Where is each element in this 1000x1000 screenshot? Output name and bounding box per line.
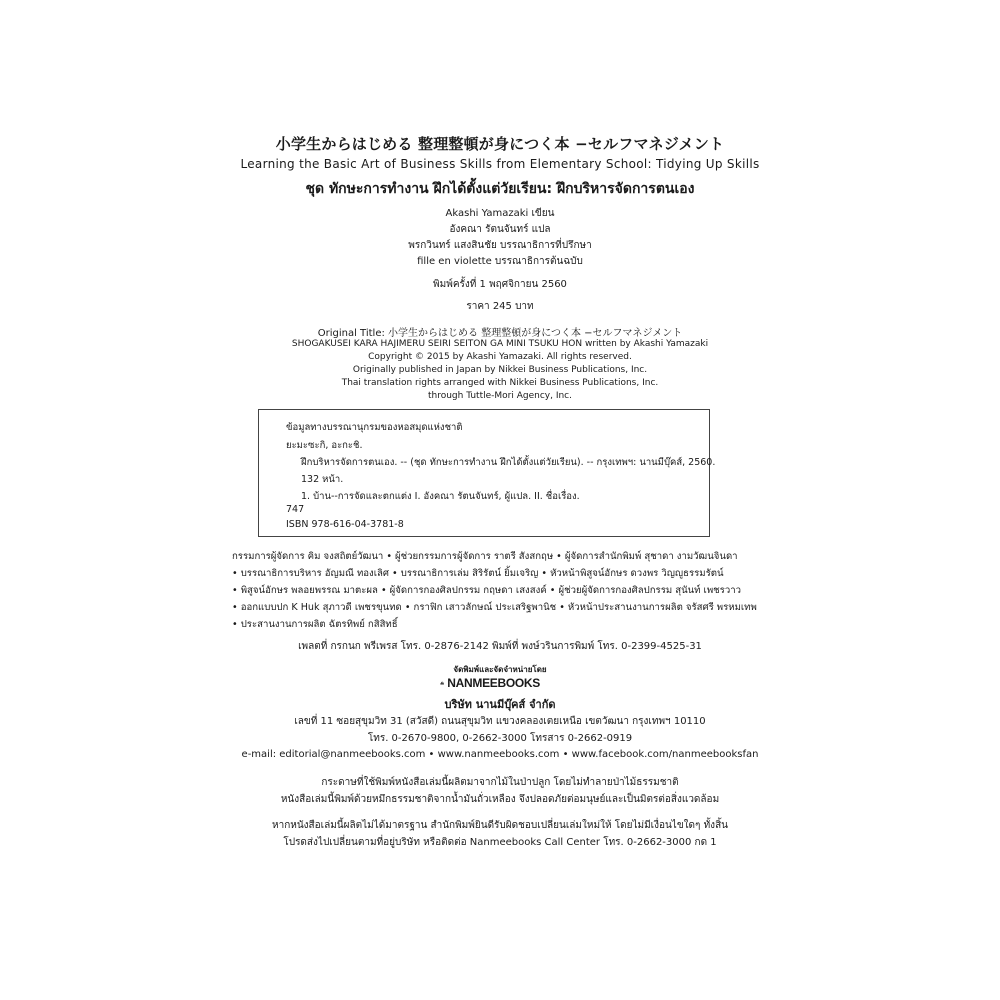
price-line: ราคา 245 บาท: [466, 301, 534, 312]
credit-advisor: พรกวินทร์ แสงสินชัย บรรณาธิการที่ปรึกษา: [408, 240, 592, 251]
staff-line: กรรมการผู้จัดการ คิม จงสถิตย์วัฒนา • ผู้ช่วยกรรมการผู้จัดการ ราตรี สังสกฤษ • ผู้จัดการสำนักพิมพ์ สุชาดา งามวัฒนจินดา: [232, 551, 738, 562]
catalog-pages: 132 หน้า.: [301, 474, 344, 485]
catalog-subjects: 1. บ้าน--การจัดและตกแต่ง I. อังคณา รัตนจันทร์, ผู้แปล. II. ชื่อเรื่อง.: [301, 491, 580, 502]
original-title: Original Title: 小学生からはじめる 整理整頓が身につく本 −セルフマネジメント: [317, 328, 683, 339]
cataloging-box: [258, 409, 716, 537]
credit-editor: fille en violette บรรณาธิการต้นฉบับ: [417, 256, 583, 267]
distributor-label: จัดพิมพ์และจัดจำหน่ายโดย: [453, 665, 547, 674]
credit-author: Akashi Yamazaki เขียน: [445, 208, 555, 219]
catalog-heading: ข้อมูลทางบรรณานุกรมของหอสมุดแห่งชาติ: [286, 422, 463, 433]
originally-published: Originally published in Japan by Nikkei Business Publications, Inc.: [352, 365, 648, 375]
title-english: Learning the Basic Art of Business Skills from Elementary School: Tidying Up Skills: [240, 157, 760, 171]
company-name: บริษัท นานมีบุ๊คส์ จำกัด: [444, 698, 556, 711]
catalog-author: ยะมะซะกิ, อะกะชิ.: [286, 440, 363, 451]
staff-line: • ออกแบบปก K Huk สุภาวดี เพชรขุนทด • กราฟิก เสาวลักษณ์ ประเสริฐพานิช • หัวหน้าประสานงานการผลิต จรัสศรี พรหมเทพ: [232, 602, 757, 613]
staff-line: • บรรณาธิการบริหาร อัญมณี ทองเลิศ • บรรณาธิการเล่ม สิริรัตน์ ยิ้มเจริญ • หัวหน้าพิสูจน์อักษร ดวงพร วิญญูธรรมรัตน์: [232, 568, 724, 579]
paper-note: กระดาษที่ใช้พิมพ์หนังสือเล่มนี้ผลิตมาจากไม้ในป่าปลูก โดยไม่ทำลายป่าไม้ธรรมชาติ: [321, 777, 679, 788]
ship-logo-icon: [440, 677, 444, 689]
company-contacts: e-mail: editorial@nanmeebooks.com • www.nanmeebooks.com • www.facebook.com/nanmeebooksfan: [241, 749, 759, 760]
edition-line: พิมพ์ครั้งที่ 1 พฤศจิกายน 2560: [433, 279, 567, 290]
translation-rights: Thai translation rights arranged with Nikkei Business Publications, Inc.: [341, 378, 659, 388]
company-address: เลขที่ 11 ซอยสุขุมวิท 31 (สวัสดี) ถนนสุขุมวิท แขวงคลองเตยเหนือ เขตวัฒนา กรุงเทพฯ 10110: [294, 716, 706, 727]
staff-line: • พิสูจน์อักษร พลอยพรรณ มาตะผล • ผู้จัดการกองศิลปกรรม กฤษดา เสงสงค์ • ผู้ช่วยผู้จัดการกองศิลปกรรม สุนันท์ เพชรวาว: [232, 585, 741, 596]
staff-line: • ประสานงานการผลิต ฉัตรทิพย์ กสิสิทธิ์: [232, 619, 398, 630]
copyright-line: Copyright © 2015 by Akashi Yamazaki. All rights reserved.: [368, 352, 632, 362]
defect-note: โปรดส่งไปเปลี่ยนตามที่อยู่บริษัท หรือติดต่อ Nanmeebooks Call Center โทร. 0-2662-3000 กด 1: [283, 837, 717, 848]
logo-wordmark: NANMEEBOOKS: [447, 676, 540, 690]
agency-line: through Tuttle-Mori Agency, Inc.: [427, 391, 572, 401]
company-phone: โทร. 0-2670-9800, 0-2662-3000 โทรสาร 0-2662-0919: [367, 733, 633, 744]
printing-line: เพลตที่ กรกนก พรีเพรส โทร. 0-2876-2142 พิมพ์ที่ พงษ์วรินการพิมพ์ โทร. 0-2399-4525-31: [298, 641, 702, 652]
defect-note: หากหนังสือเล่มนี้ผลิตไม่ได้มาตรฐาน สำนักพิมพ์ยินดีรับผิดชอบเปลี่ยนเล่มใหม่ให้ โดยไม่มีเงื่อนไขใดๆ ทั้งสิ้น: [271, 820, 729, 831]
original-romaji: SHOGAKUSEI KARA HAJIMERU SEIRI SEITON GA MINI TSUKU HON written by Akashi Yamazaki: [291, 339, 709, 349]
title-japanese: 小学生からはじめる 整理整頓が身につく本 −セルフマネジメント: [275, 135, 725, 153]
credit-translator: อังคณา รัตนจันทร์ แปล: [449, 224, 551, 235]
catalog-title: ฝึกบริหารจัดการตนเอง. -- (ชุด ทักษะการทำงาน ฝึกได้ตั้งแต่วัยเรียน). -- กรุงเทพฯ: นานมีบุ๊คส์, 2560.: [301, 457, 716, 468]
catalog-class: 747: [286, 504, 305, 515]
paper-note: หนังสือเล่มนี้พิมพ์ด้วยหมึกธรรมชาติจากน้ำมันถั่วเหลือง จึงปลอดภัยต่อมนุษย์และเป็นมิตรต่อสิ่งแวดล้อม: [280, 794, 720, 805]
title-thai: ชุด ทักษะการทำงาน ฝึกได้ตั้งแต่วัยเรียน: ฝึกบริหารจัดการตนเอง: [305, 181, 695, 197]
catalog-isbn: ISBN 978-616-04-3781-8: [286, 519, 404, 530]
publisher-logo: [440, 675, 540, 691]
